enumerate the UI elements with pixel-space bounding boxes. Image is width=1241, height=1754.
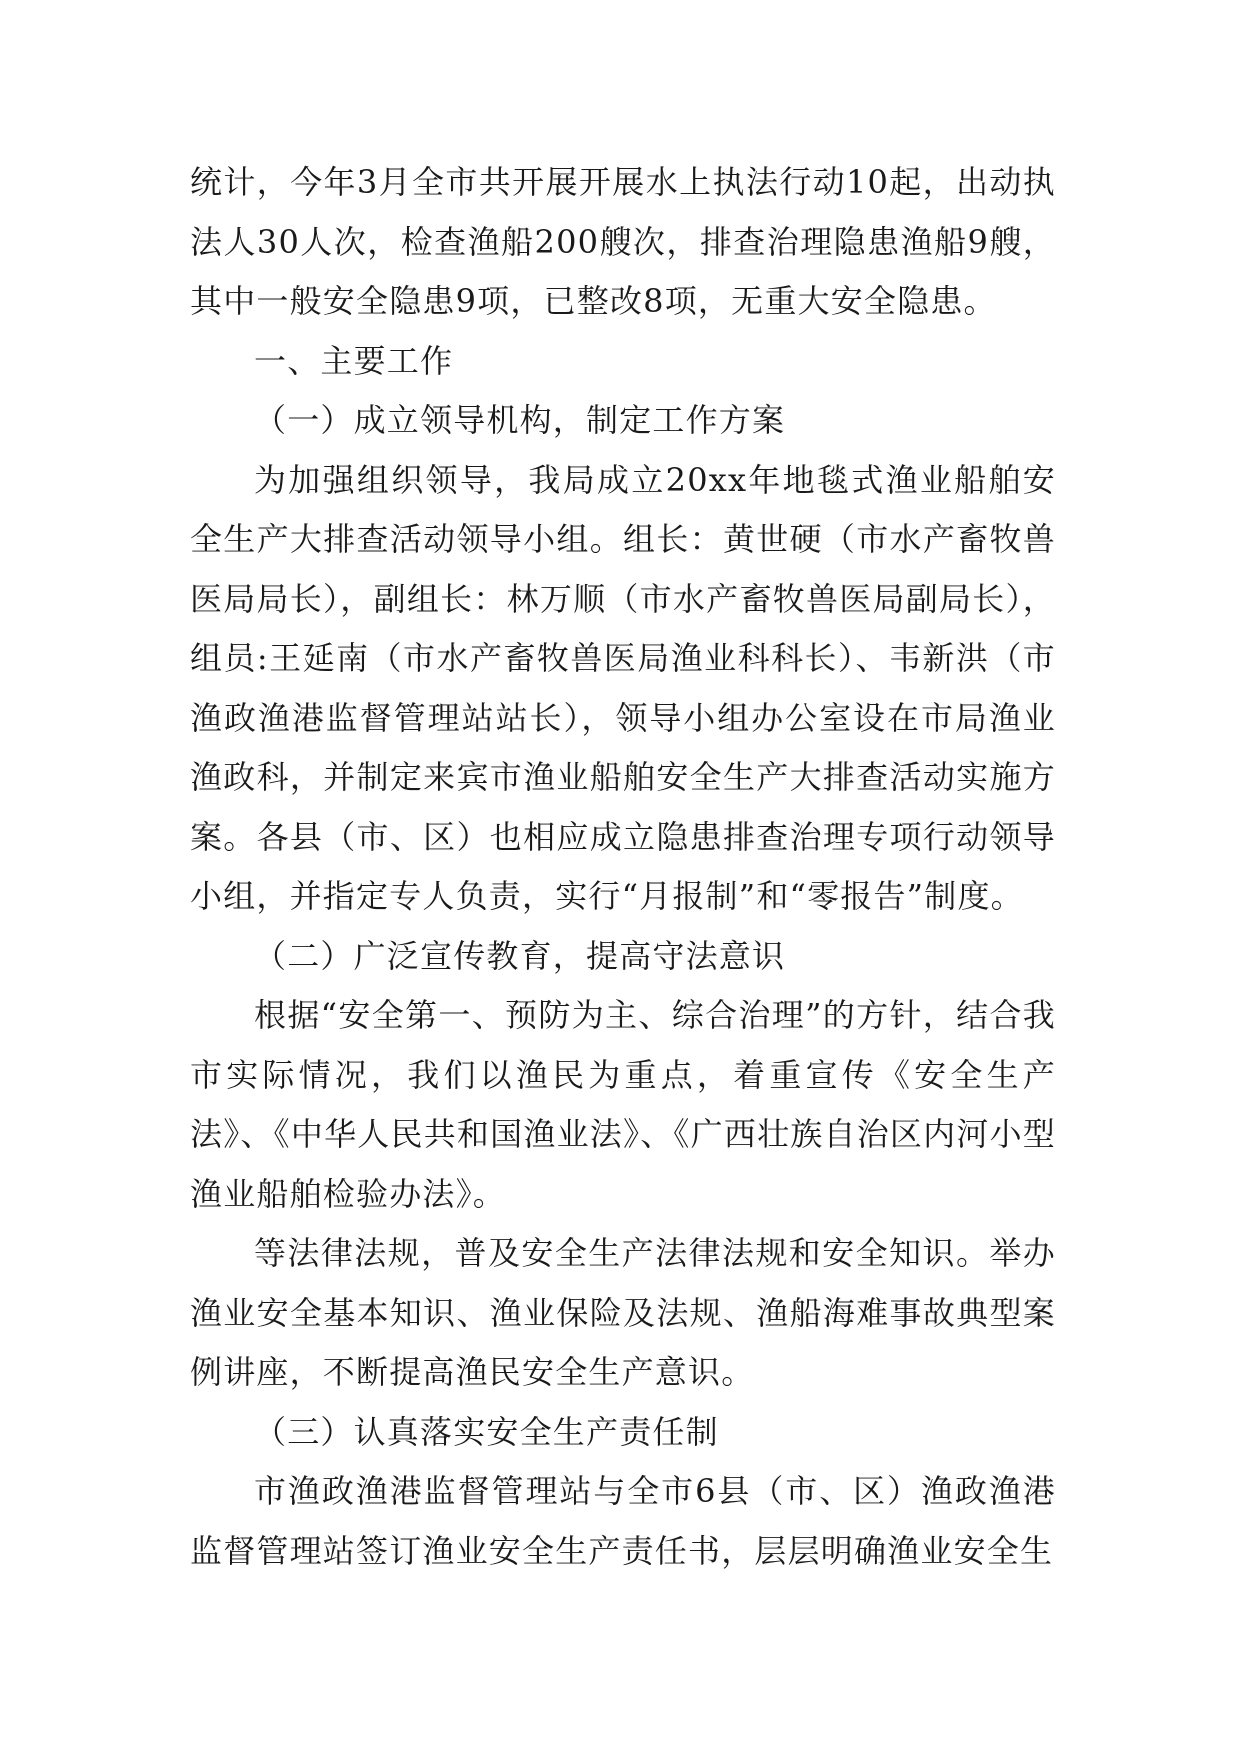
subheading-leadership: （一）成立领导机构，制定工作方案 (254, 401, 786, 439)
paragraph-responsibility: 市渔政渔港监督管理站与全市6县（市、区）渔政渔港监督管理站签订渔业安全生产责任书，层层明确渔业安全生 (190, 1472, 1056, 1570)
paragraph-publicity-knowledge: 等法律法规，普及安全生产法律法规和安全知识。举办渔业安全基本知识、渔业保险及法规、渔船海难事故典型案例讲座，不断提高渔民安全生产意识。 (190, 1234, 1056, 1391)
paragraph-publicity-laws: 根据“安全第一、预防为主、综合治理”的方针，结合我市实际情况，我们以渔民为重点，着重宣传《安全生产法》、《中华人民共和国渔业法》、《广西壮族自治区内河小型渔业船舶检验办法》。 (190, 996, 1056, 1213)
subheading-responsibility: （三）认真落实安全生产责任制 (254, 1412, 719, 1451)
paragraph-leadership-group: 为加强组织领导，我局成立20xx年地毯式渔业船舶安全生产大排查活动领导小组。组长：黄世硬（市水产畜牧兽医局局长），副组长：林万顺（市水产畜牧兽医局副局长），组员:王延南（市水产畜牧兽医局渔业科科长）、韦新洪（市渔政渔港监督管理站站长），领导小组办公室设在市局渔业渔政科，并制定来宾市渔业船舶安全生产大排查活动实施方案。各县（市、区）也相应成立隐患排查治理专项行动领导小组，并指定专人负责，实行“月报制”和“零报告”制度。 (190, 460, 1056, 915)
subheading-publicity: （二）广泛宣传教育，提高守法意识 (254, 936, 786, 975)
paragraph-continuation: 统计，今年3月全市共开展开展水上执法行动10起，出动执法人30人次，检查渔船200艘次，排查治理隐患渔船9艘，其中一般安全隐患9项，已整改8项，无重大安全隐患。 (190, 163, 1056, 320)
document-body (190, 153, 1056, 1581)
section-heading-main-work: 一、主要工作 (254, 341, 454, 380)
